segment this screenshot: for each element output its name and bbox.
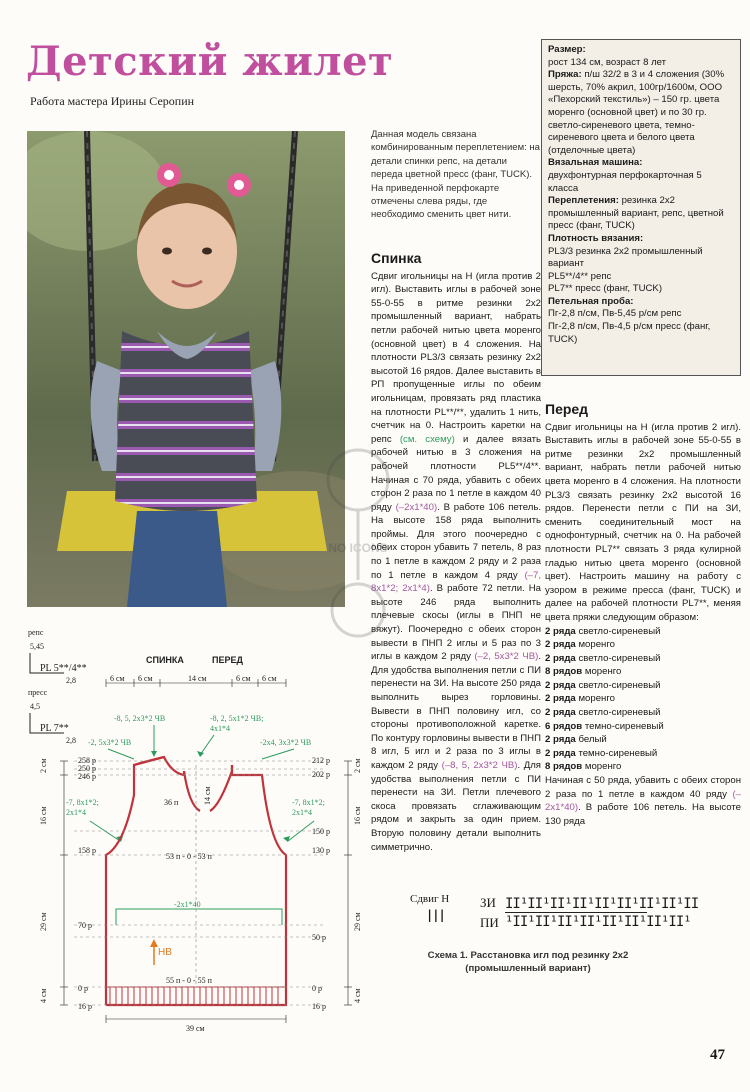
sample-label: Петельная проба: <box>548 295 634 307</box>
svg-text:4 см: 4 см <box>353 988 362 1003</box>
stripe-item: 2 ряда светло-сиреневый <box>545 707 661 719</box>
stripe-item: 6 рядов темно-сиреневый <box>545 720 664 732</box>
photo-illustration <box>27 131 345 607</box>
svg-text:4,5: 4,5 <box>30 702 40 711</box>
density-1: PL3/3 резинка 2х2 промышленный вариант <box>548 245 703 270</box>
svg-text:258 р: 258 р <box>78 756 96 765</box>
svg-text:-2, 5х3*2 ЧВ: -2, 5х3*2 ЧВ <box>88 738 132 747</box>
svg-text:2х1*4: 2х1*4 <box>292 808 312 817</box>
front-text-2: Начиная с 50 ряда, убавить с обеих сторон 2 раза по 1 петле в каждом 40 ряду (–2х1*40). В работе 106 петель. На высоте 130 ряда <box>545 775 741 827</box>
svg-text:246 р: 246 р <box>78 772 96 781</box>
svg-text:150 р: 150 р <box>312 827 330 836</box>
front-heading: Перед <box>545 401 589 417</box>
svg-text:2,8: 2,8 <box>66 676 76 685</box>
machine-value: двухфонтурная перфокарточная 5 класса <box>548 169 702 194</box>
pi-label: ПИ <box>480 915 499 930</box>
weave-value: резинка 2х2 промышленный вариант, репс, цветной пресс (фанг, TUCK) <box>548 195 724 232</box>
front-text: Сдвиг игольницы на Н (игла против 2 игл). Выставить иглы в рабочей зоне 55-0-55 в ритме резинки 2х2 промышленный вариант, набрать петли рабочей нитью цвета моренго в 4 сложения. На плотности PL3/3 связать резинку 2х2 высотой 16 рядов. Перенести петли с ПИ на ЗИ, сменить соединительный мост на однофонтурный, счетчик на 0. На рабочей плотности PL7** связать 3 ряда кулирной гладью нитью цвета моренго (основной цвет). Настроить машину на работу с узором в режиме пресса (фанг, TUCK) и далее на рабочей плотности PL7**, меняя цвета пряжи следующим образом: <box>545 421 741 623</box>
pi-needle-marks: ¹II¹II¹II¹II¹II¹II¹II¹II¹ <box>505 914 691 930</box>
yarn-value: п/ш 32/2 в 3 и 4 сложения (30% шерсть, 70% акрил, 100гр/1600м, ООО «Пехорский текстиль») – 150 гр. цвета моренго (основной цвет) и по 30 гр. светло-сиреневого цвета, темно-сиреневого цвета и белого цвета (отделочные цвета) <box>548 69 725 156</box>
weave-label: Переплетения: <box>548 195 619 207</box>
svg-text:-7, 8х1*2;: -7, 8х1*2; <box>66 798 99 807</box>
svg-text:НВ: НВ <box>158 947 172 958</box>
svg-text:16 р: 16 р <box>78 1002 92 1011</box>
back-heading: Спинка <box>371 250 422 266</box>
density-label: Плотность вязания: <box>548 232 644 244</box>
stripe-item: 2 ряда моренго <box>545 693 615 705</box>
watermark <box>308 440 408 650</box>
svg-text:250 р: 250 р <box>78 764 96 773</box>
svg-text:-8, 2, 5х1*2 ЧВ;: -8, 2, 5х1*2 ЧВ; <box>210 714 264 723</box>
svg-text:14 см: 14 см <box>203 786 212 805</box>
svg-text:39 см: 39 см <box>186 1024 205 1033</box>
needle-bed-divider <box>505 912 647 913</box>
density-3: PL7** пресс (фанг, TUCK) <box>548 283 663 295</box>
size-value: рост 134 см, возраст 8 лет <box>548 56 667 68</box>
svg-text:2 см: 2 см <box>353 758 362 773</box>
svg-text:СПИНКА: СПИНКА <box>146 655 184 665</box>
svg-text:6 см: 6 см <box>138 674 153 683</box>
size-label: Размер: <box>548 44 586 55</box>
svg-text:-2х4, 3х3*2 ЧВ: -2х4, 3х3*2 ЧВ <box>260 738 312 747</box>
svg-text:202 р: 202 р <box>312 770 330 779</box>
stripe-item: 8 рядов моренго <box>545 666 622 678</box>
density-2: PL5**/4** репс <box>548 270 612 282</box>
stripe-list <box>545 625 741 775</box>
needle-shift-marks: ||| <box>426 908 445 922</box>
svg-text:70 р: 70 р <box>78 921 92 930</box>
back-text: Сдвиг игольницы на Н (игла против 2 игл). Выставить иглы в рабочей зоне 55-0-55 в ритме резинки 2х2 промышленный вариант, набрать петли рабочей нитью цвета моренго (основной цвет) в 4 сложения. На плотности PL3/3 связать резинку 2х2 высотой 16 рядов. Далее выставить в РП пропущенные иглы по обеим игольницам, провязать ряд пластика на плотности PL**/**, удалить 1 нить, счетчик на 0. Настроить каретки на репс (см. схему) и далее вязать рабочей нитью в 3 сложения на рабочей плотности PL5**/4**. Начиная с 70 ряда, убавить с обеих сторон 2 раза по 1 петле в каждом 40 ряду (–2х1*40). В работе 106 петель. На высоте 158 ряда выполнить проймы. Для этого поочередно с обеих сторон убавить 7 петель, 8 раз по 1 петле в каждом 2 ряду и 2 раза по 1 петле в каждом 4 ряду (–7, 8х1*2; 2х1*4). В работе 72 петли. На высоте 246 ряда выполнить плечевые скосы (иглы в ПНП не вяжут). Поочередно с обеих сторон вывести в ПНП 2 иглы и 5 раз по 3 иглы в каждом 2 ряду (–2, 5х3*2 ЧВ). Для удобства выполнения петли с ПИ перенести на ЗИ. На высоте 250 ряда выполнить вырез горловины. Вывести в ПНП половину игл, со стороны противоположной каретке. По контуру горловины вывести в ПНП 8 игл, 5 игл и 2 раза по 3 иглы в каждом 2 ряду (–8, 5, 2х3*2 ЧВ). Для удобства выполнения петли с ПИ перенести на ЗИ. Петли плечевого скоса провязать сглаживающим рядом и закрыть за один прием. Вторую половину детали выполнить симметрично. <box>371 270 541 853</box>
front-section <box>545 403 741 828</box>
page-number: 47 <box>710 1047 725 1063</box>
svg-text:55 п - 0 - 55 п: 55 п - 0 - 55 п <box>166 976 212 985</box>
svg-text:212 р: 212 р <box>312 756 330 765</box>
svg-text:53 п - 0 - 53 п: 53 п - 0 - 53 п <box>166 852 212 861</box>
intro-paragraph: Данная модель связана комбинированным переплетением: на детали спинки репс, на детали переда цветной пресс (фанг, TUCK). На приведенной перфокарте отмечены слева ряды, где необходимо сменить цвет нити. <box>371 129 540 221</box>
svg-text:6 см: 6 см <box>110 674 125 683</box>
svg-text:29 см: 29 см <box>353 912 362 931</box>
stripe-item: 2 ряда светло-сиреневый <box>545 679 661 691</box>
sample-2: Пг-2,8 п/см, Пв-4,5 р/см пресс (фанг, TUCK) <box>548 321 711 345</box>
svg-text:36 п: 36 п <box>164 798 179 807</box>
zi-label: ЗИ <box>480 895 496 910</box>
svg-text:6 см: 6 см <box>262 674 277 683</box>
svg-text:2 см: 2 см <box>39 758 48 773</box>
needle-caption: Схема 1. Расстановка игл под резинку 2х2 (промышленный вариант) <box>427 950 629 974</box>
svg-text:16 см: 16 см <box>39 806 48 825</box>
stripe-item: 2 ряда темно-сиреневый <box>545 747 658 759</box>
svg-text:50 р: 50 р <box>312 933 326 942</box>
svg-text:16 р: 16 р <box>312 1002 326 1011</box>
svg-text:PL 5**/4**: PL 5**/4** <box>40 663 87 674</box>
yarn-label: Пряжа: <box>548 69 582 81</box>
svg-text:14 см: 14 см <box>188 674 207 683</box>
svg-text:-7, 8х1*2;: -7, 8х1*2; <box>292 798 325 807</box>
machine-label: Вязальная машина: <box>548 157 643 169</box>
svg-text:6 см: 6 см <box>236 674 251 683</box>
svg-text:5,45: 5,45 <box>30 642 44 651</box>
svg-text:2х1*4: 2х1*4 <box>66 808 86 817</box>
page-title: Детский жилет <box>26 38 394 85</box>
svg-text:PL 7**: PL 7** <box>40 723 69 734</box>
svg-text:2,8: 2,8 <box>66 736 76 745</box>
svg-text:0 р: 0 р <box>78 984 88 993</box>
svg-text:16 см: 16 см <box>353 806 362 825</box>
spec-box <box>541 39 741 376</box>
stripe-item: 2 ряда белый <box>545 734 607 746</box>
watermark-text: NO ICONS <box>328 541 388 555</box>
svg-text:репс: репс <box>28 628 44 637</box>
svg-text:4 см: 4 см <box>39 988 48 1003</box>
svg-text:пресс: пресс <box>28 688 48 697</box>
svg-text:ПЕРЕД: ПЕРЕД <box>212 655 243 665</box>
author-line: Работа мастера Ирины Серопин <box>30 94 195 108</box>
svg-text:-2х1*40: -2х1*40 <box>174 900 201 909</box>
svg-text:4х1*4: 4х1*4 <box>210 724 230 733</box>
svg-text:158 р: 158 р <box>78 846 96 855</box>
needle-shift-label: Сдвиг Н <box>410 893 450 905</box>
photo-girl-on-swing <box>27 131 345 607</box>
stripe-item: 8 рядов моренго <box>545 761 622 773</box>
svg-text:0 р: 0 р <box>312 984 322 993</box>
zi-needle-marks: II¹II¹II¹II¹II¹II¹II¹II¹II <box>505 896 699 912</box>
svg-text:29 см: 29 см <box>39 912 48 931</box>
stripe-item: 2 ряда светло-сиреневый <box>545 652 661 664</box>
stripe-item: 2 ряда светло-сиреневый <box>545 625 661 637</box>
pattern-diagram <box>24 625 374 1045</box>
svg-text:-8, 5, 2х3*2 ЧВ: -8, 5, 2х3*2 ЧВ <box>114 714 166 723</box>
stripe-item: 2 ряда моренго <box>545 639 615 651</box>
svg-text:130 р: 130 р <box>312 846 330 855</box>
sample-1: Пг-2,8 п/см, Пв-5,45 р/см репс <box>548 308 682 320</box>
